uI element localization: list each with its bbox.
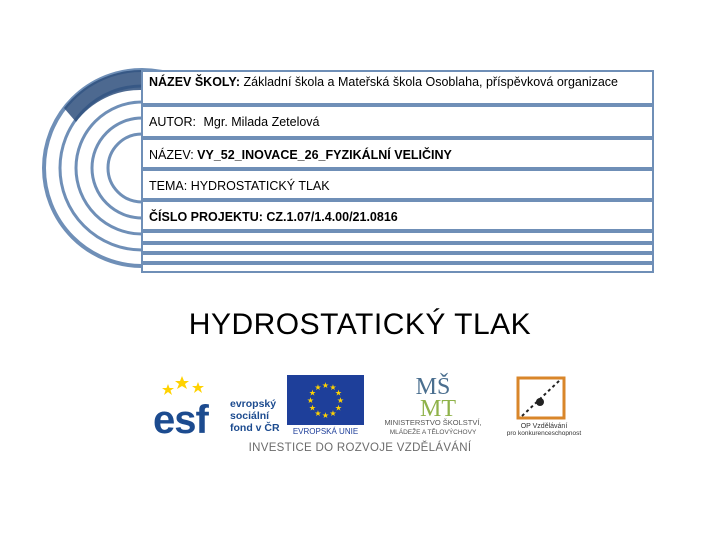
- svg-text:★: ★: [334, 403, 343, 413]
- name-value: VY_52_INOVACE_26_FYZIKÁLNÍ VELIČINY: [197, 148, 452, 162]
- svg-text:★: ★: [308, 403, 317, 413]
- svg-text:★: ★: [334, 388, 343, 398]
- blank-bar-4: [141, 263, 654, 273]
- msmt-line-2: MLÁDEŽE A TĚLOVÝCHOVY: [389, 429, 477, 436]
- msmt-mark-2: MT: [420, 396, 456, 422]
- name-field: [141, 138, 654, 169]
- author-label: AUTOR:: [149, 115, 196, 129]
- theme-field: [141, 169, 654, 200]
- svg-text:★: ★: [321, 411, 330, 420]
- esf-mark: esf: [153, 398, 208, 436]
- svg-text:★: ★: [308, 388, 317, 398]
- esf-line-3: fond v ČR: [230, 422, 280, 434]
- svg-text:★: ★: [329, 383, 337, 392]
- op-line-1: OP Vzdělávání: [520, 423, 568, 430]
- svg-text:★: ★: [314, 383, 322, 392]
- svg-text:★: ★: [329, 409, 337, 418]
- esf-line-1: evropský: [230, 398, 277, 410]
- school-value: Základní škola a Mateřská škola Osoblaha, příspěvková organizace: [243, 75, 618, 89]
- msmt-logo: [368, 372, 498, 436]
- school-label: NÁZEV ŠKOLY:: [149, 75, 240, 89]
- msmt-line-1: MINISTERSTVO ŠKOLSTVÍ,: [384, 418, 482, 427]
- eu-flag-logo: [286, 374, 366, 436]
- name-label: NÁZEV:: [149, 148, 194, 162]
- theme-label: TEMA:: [149, 179, 188, 193]
- op-line-2: pro konkurenceschopnost: [506, 430, 582, 436]
- esf-stars-icon: [162, 376, 204, 395]
- footer-tagline: INVESTICE DO ROZVOJE VZDĚLÁVÁNÍ: [248, 442, 472, 454]
- eu-caption: EVROPSKÁ UNIE: [292, 427, 359, 436]
- op-logo: [500, 372, 588, 436]
- esf-logo: [152, 374, 282, 436]
- svg-text:★: ★: [336, 396, 345, 405]
- theme-value: HYDROSTATICKÝ TLAK: [190, 179, 330, 193]
- project-label: ČÍSLO PROJEKTU:: [149, 210, 263, 224]
- project-value: CZ.1.07/1.4.00/21.0816: [266, 210, 398, 224]
- author-field: [141, 105, 654, 138]
- blank-bar-3: [141, 253, 654, 263]
- project-field: [141, 200, 654, 231]
- svg-text:★: ★: [321, 381, 330, 390]
- svg-text:★: ★: [306, 396, 315, 405]
- svg-text:★: ★: [314, 409, 322, 418]
- page-title: HYDROSTATICKÝ TLAK: [188, 308, 532, 341]
- blank-bar-1: [141, 231, 654, 243]
- school-field: [141, 70, 654, 105]
- esf-line-2: sociální: [230, 410, 270, 422]
- author-value: Mgr. Milada Zetelová: [203, 115, 320, 129]
- msmt-mark-1: MŠ: [415, 374, 451, 400]
- blank-bar-2: [141, 243, 654, 253]
